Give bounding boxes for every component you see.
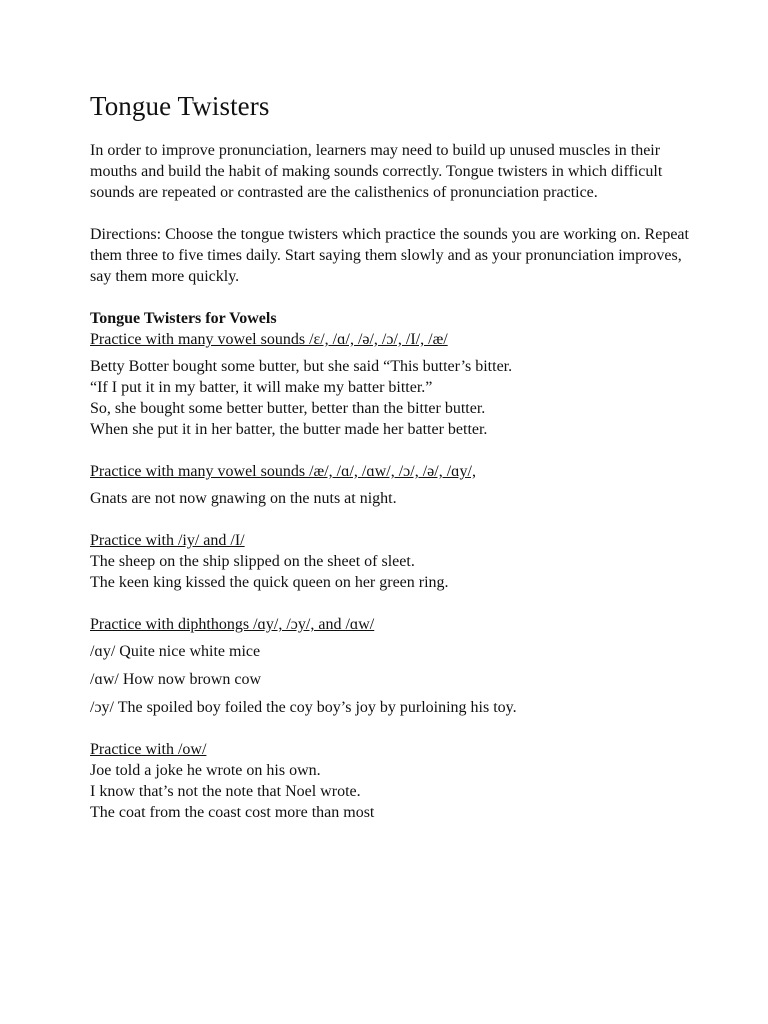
- twister-line: Joe told a joke he wrote on his own.: [90, 762, 321, 779]
- practice-heading: Practice with many vowel sounds /ɛ/, /ɑ/, /ə/, /ɔ/, /I/, /æ/: [90, 331, 448, 348]
- practice-block-diphthongs: [90, 614, 690, 718]
- twister-line: /ɑy/ Quite nice white mice: [90, 643, 261, 660]
- practice-block-iy-i: [90, 530, 690, 593]
- practice-block-ow: [90, 739, 690, 823]
- twister-line: So, she bought some better butter, better than the bitter butter.: [90, 400, 486, 417]
- twister-line: I know that’s not the note that Noel wrote.: [90, 783, 361, 800]
- twister-line: The sheep on the ship slipped on the sheet of sleet.: [90, 553, 415, 570]
- vowels-section-heading: Tongue Twisters for Vowels: [90, 310, 277, 327]
- practice-block-vowels-1: [90, 329, 690, 440]
- twister-line: Gnats are not now gnawing on the nuts at night.: [90, 490, 397, 507]
- twister-line: “If I put it in my batter, it will make my batter bitter.”: [90, 379, 433, 396]
- page-title: Tongue Twisters: [90, 91, 270, 121]
- twister-line: The coat from the coast cost more than most: [90, 804, 375, 821]
- twister-line: When she put it in her batter, the butter made her batter better.: [90, 421, 488, 438]
- twister-line: The keen king kissed the quick queen on her green ring.: [90, 574, 449, 591]
- practice-heading: Practice with /iy/ and /I/: [90, 532, 245, 549]
- intro-paragraph: In order to improve pronunciation, learners may need to build up unused muscles in their mouths and build the habit of making sounds correctly. Tongue twisters in which difficult sounds are repeated or contrasted are the calisthenics of pronunciation practice.: [90, 142, 663, 201]
- practice-heading: Practice with diphthongs /ɑy/, /ɔy/, and /ɑw/: [90, 616, 375, 633]
- twister-line: Betty Botter bought some butter, but she said “This butter’s bitter.: [90, 358, 513, 375]
- practice-heading: Practice with many vowel sounds /æ/, /ɑ/, /ɑw/, /ɔ/, /ə/, /ɑy/,: [90, 463, 476, 480]
- twister-line: /ɔy/ The spoiled boy foiled the coy boy’s joy by purloining his toy.: [90, 699, 517, 716]
- practice-heading: Practice with /ow/: [90, 741, 207, 758]
- practice-block-vowels-2: [90, 461, 690, 509]
- twister-line: /ɑw/ How now brown cow: [90, 671, 262, 688]
- document-page: [90, 90, 690, 844]
- directions-paragraph: Directions: Choose the tongue twisters which practice the sounds you are working on. Repeat them three to five times daily. Start saying them slowly and as your pronunciation improves, say them more quickly.: [90, 226, 689, 285]
